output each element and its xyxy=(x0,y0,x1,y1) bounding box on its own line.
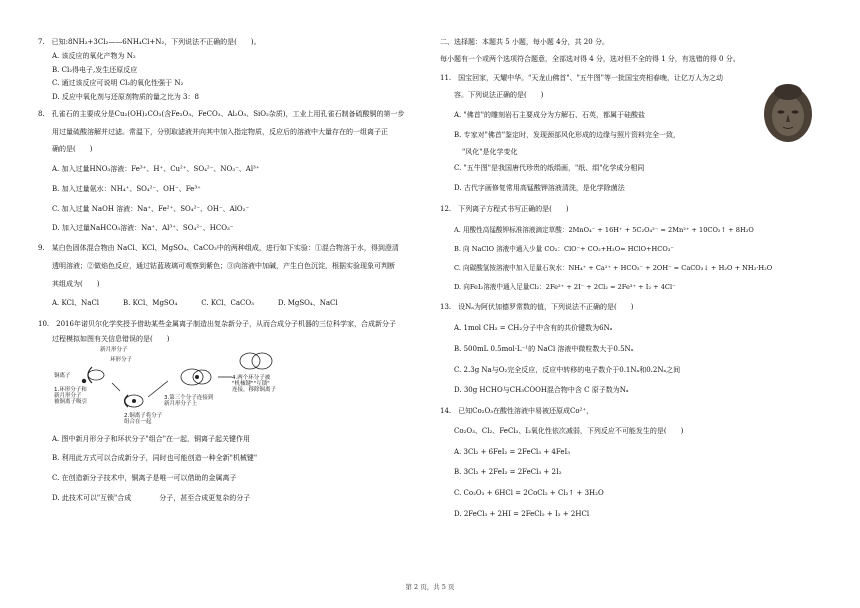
q9-stem-3: 其组成为( ) xyxy=(52,279,100,288)
label-step4: 4.两个环分子被 "机械键""互锁" 连接，移除铜离子 xyxy=(232,374,277,394)
crescent-shape xyxy=(88,367,92,383)
label-step3: 3.第三个分子连接到 新月形分子上 xyxy=(164,394,214,407)
arrow-1 xyxy=(112,383,120,391)
interlocked-ring-2 xyxy=(252,353,272,369)
q8-option-b: B. 加入过量氨水：NH₄⁺、SO₄²⁻、OH⁻、Fe³⁺ xyxy=(52,184,201,193)
q7-option-a: A. 该反应的氧化产物为 N₂ xyxy=(52,51,136,60)
q11-option-d: D. 古代字画修复常用高锰酸钾溶液清洗，是化学除菌法 xyxy=(454,184,625,192)
copper-ion-2 xyxy=(132,399,136,403)
interlocked-ring-1 xyxy=(240,353,260,369)
q8-stem: 8. 孔雀石的主要成分是Cu₂(OH)₂CO₃(含Fe₂O₃、FeCO₃、Al₂O₃、SiO₂杂质)，工业上用孔雀石制备硫酸铜的第一步 xyxy=(38,109,405,118)
q13-stem: 13. 设Nₐ为阿伏加德罗常数的值，下列说法不正确的是( ) xyxy=(440,303,634,312)
q7-option-b: B. Cl₂得电子,发生还原反应 xyxy=(52,65,138,74)
q12-stem: 12. 下列离子方程式书写正确的是( ) xyxy=(440,204,569,213)
buddha-head-image xyxy=(759,80,817,144)
q14-stem: 14. 已知Co₂O₃在酸性溶液中易被还原成Co²⁺， xyxy=(440,407,594,416)
q14-option-d: D. 2FeCl₃ + 2HI = 2FeCl₂ + I₂ + 2HCl xyxy=(454,509,590,518)
q9-option-d: D. MgSO₄、NaCl xyxy=(277,299,338,308)
q12-option-c: C. 向碳酸氢铵溶液中加入足量石灰水：NH₄⁺ + Ca²⁺ + HCO₃⁻ + 2OH⁻ = CaCO₃↓ + H₂O + NH₃·H₂O xyxy=(454,263,773,272)
q11-stem: 11. 国宝回家，天耀中华。"天龙山佛首"、"五牛图"等一批国宝亮相春晚，让亿万人为之动 xyxy=(440,73,724,82)
label-crescent: 新月形分子 xyxy=(100,346,128,353)
q9-option-c: C. KCl、CaCO₃ xyxy=(201,299,254,308)
section-2-heading: 二、选择题：本题共 5 小题，每小题 4分，共 20 分。 xyxy=(440,38,609,46)
q10-option-c: C. 在创造新分子技术中，铜离子是唯一可以借助的金属离子 xyxy=(52,474,237,482)
q8-stem-2: 用过量硫酸溶解并过滤。常温下，分别取滤液并向其中加入指定物质，反应后的溶液中大量存在的一组离子正 xyxy=(52,127,388,136)
q12-option-b: B. 向 NaClO 溶液中通入少量 CO₂：ClO⁻+ CO₂+H₂O= HClO+HCO₃⁻ xyxy=(454,244,674,253)
q9-option-b: B. KCl、MgSO₄ xyxy=(123,299,178,308)
q11-option-a: A. "佛首"的雕刻岩石主要成分为方解石、石英，都属于硅酸盐 xyxy=(454,111,645,119)
label-copper: 铜离子 xyxy=(54,372,71,379)
section-2-instructions: 每小题有一个或两个选项符合题意，全部选对得 4 分，选对但不全的得 1 分，有选错的得 0 分。 xyxy=(440,54,740,63)
q9-option-a: A. KCl、NaCl xyxy=(52,299,100,308)
q12-option-a: A. 用酸性高锰酸钾标准溶液滴定草酸：2MnO₄⁻ + 16H⁺ + 5C₂O₄²⁻ = 2Mn²⁺ + 10CO₂↑ + 8H₂O xyxy=(454,225,754,234)
q12-option-d: D. 向FeI₂溶液中通入足量Cl₂：2Fe²⁺ + 2I⁻ + 2Cl₂ = 2Fe³⁺ + I₂ + 4Cl⁻ xyxy=(454,283,676,292)
molecular-machine-diagram xyxy=(52,347,426,433)
q10-option-b: B. 利用此方式可以合成新分子，同时也可能创造一种全新"机械键" xyxy=(52,454,258,463)
q7-option-c: C. 通过该反应可说明 Cl₂的氧化性强于 N₂ xyxy=(52,79,184,88)
q11-option-c: C. "五牛图"是我国唐代珍贵的纸绢画，"纸、绢"化学成分相同 xyxy=(454,164,645,173)
label-ring: 环形分子 xyxy=(110,356,133,363)
q13-option-c: C. 2.3g Na与O₂完全反应，反应中转移的电子数介于0.1Nₐ和0.2Nₐ之间 xyxy=(454,365,681,374)
q14-option-b: B. 3Cl₂ + 2FeI₂ = 2FeCl₃ + 2I₂ xyxy=(454,468,562,477)
q8-option-d: D. 加入过量NaHCO₃溶液：Na⁺、Al³⁺、SO₄²⁻、HCO₃⁻ xyxy=(52,224,234,233)
q10-option-a: A. 图中新月形分子和环状分子"组合"在一起，铜离子起关键作用 xyxy=(52,434,250,443)
q13-option-b: B. 500mL 0.5mol·L⁻¹的 NaCl 溶液中微粒数大于0.5Nₐ xyxy=(454,344,634,353)
q14-option-c: C. Co₂O₃ + 6HCl = 2CoCl₂ + Cl₂↑ + 3H₂O xyxy=(454,489,604,498)
q9-options xyxy=(38,299,426,308)
q11-option-b: B. 专家对"佛首"鉴定时，发现颈部风化形成的边缘与照片资料完全一致， xyxy=(454,130,681,139)
q10-option-d: D. 此技术可以"互锁"合成 分子，甚至合成更复杂的分子 xyxy=(52,493,251,502)
q10-stem-2: 过程模拟如图有关信息错误的是( ) xyxy=(52,334,170,343)
q11-stem-2: 容。下列说法正确的是( ) xyxy=(454,91,544,100)
q8-option-c: C. 加入过量 NaOH 溶液：Na⁺、Fe²⁺、SO₄²⁻、OH⁻、AlO₂⁻ xyxy=(52,204,250,213)
q10-stem: 10. 2016年诺贝尔化学奖授予借助某些金属离子制造出复杂新分子，从而合成分子机器的三位科学家，合成新分子 xyxy=(38,320,396,328)
q9-stem: 9. 某白色固体混合物由 NaCl、KCl、MgSO₄、CaCO₃中的两种组成，进行如下实验：①混合物溶于水，得到澄清 xyxy=(38,244,399,252)
q7-option-d: D. 反应中氧化剂与还原剂物质的量之比为 3：8 xyxy=(52,93,199,101)
copper-ion xyxy=(82,378,86,382)
label-step2: 2.铜离子将分子 组合在一起 xyxy=(124,412,163,425)
q13-option-a: A. 1mol CH₂ = CH₂分子中含有的共价键数为6Nₐ xyxy=(454,324,613,333)
label-step1: 1.环形分子和 新月形分子 被铜离子吸引 xyxy=(54,386,88,406)
ring-shape-3 xyxy=(181,369,203,385)
q7-stem: 7. 已知:8NH₃+3Cl₂——6NH₄Cl+N₂，下列说法不正确的是( )。 xyxy=(38,38,261,46)
page-footer: 第 2 页，共 5 页 xyxy=(405,583,455,591)
ring-shape xyxy=(88,370,104,380)
q14-stem-2: Co₂O₃、Cl₂、FeCl₃、I₂氧化性依次减弱，下列反应不可能发生的是( ) xyxy=(454,426,684,435)
q8-option-a: A. 加入过量HNO₃溶液：Fe³⁺、H⁺、Cu²⁺、SO₄²⁻、NO₃⁻、Al³⁺ xyxy=(52,165,260,173)
q14-option-a: A. 3Cl₂ + 6FeI₂ = 2FeCl₃ + 4FeI₃ xyxy=(454,447,571,456)
q9-stem-2: 透明溶液；②做焰色反应，通过钴蓝玻璃可观察到紫色；③向溶液中加碱，产生白色沉淀，根据实验现象可判断 xyxy=(52,261,395,270)
copper-ion-3 xyxy=(195,375,199,379)
left-column xyxy=(38,38,426,503)
q11-option-b-cont: "风化"是化学变化 xyxy=(462,147,518,156)
q8-stem-3: 确的是( ) xyxy=(52,145,93,154)
q13-option-d: D. 30g HCHO与CH₃COOH混合物中含 C 原子数为Nₐ xyxy=(454,386,629,395)
